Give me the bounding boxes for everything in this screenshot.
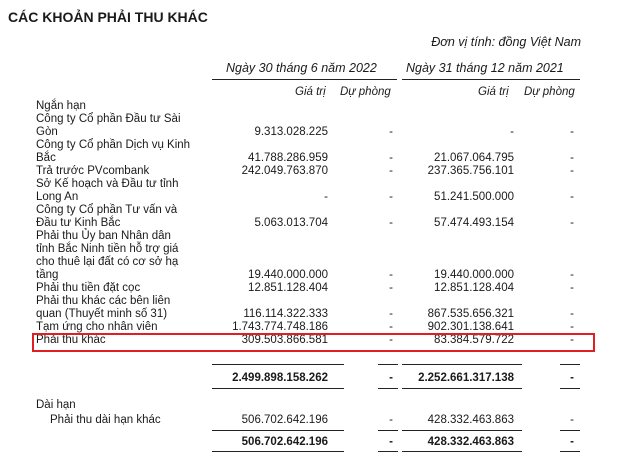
lt-row-0-value-2022: 506.702.642.196: [241, 414, 328, 426]
lt-total-underline-2022: [212, 451, 344, 452]
row-1-provision-2022: -: [389, 152, 393, 164]
row-label: Phải thu khác: [36, 334, 106, 346]
row-5-value-2021: 19.440.000.000: [434, 269, 514, 281]
period-header-2021: Ngày 31 tháng 12 năm 2021: [406, 61, 564, 75]
col-provision-2022: Dự phòng: [340, 86, 391, 98]
lt-total-underline-prov-2022: [378, 451, 398, 452]
page-title: CÁC KHOẢN PHẢI THU KHÁC: [8, 9, 208, 25]
row-label: Công ty Cổ phần Tư vấn và: [36, 204, 178, 216]
col-value-2022: Giá trị: [295, 86, 326, 98]
row-1-value-2021: 21.067.064.795: [434, 152, 514, 164]
row-0-provision-2021: -: [570, 126, 574, 138]
row-label: Phải thu Ủy ban Nhân dân: [36, 230, 171, 242]
row-0-value-2021: -: [510, 126, 514, 138]
row-4-provision-2021: -: [570, 217, 574, 229]
lt-subtotal-line-prov-2022: [378, 430, 398, 431]
col-value-2021: Giá trị: [478, 86, 509, 98]
period-header-2022: Ngày 30 tháng 6 năm 2022: [226, 61, 377, 75]
row-2-provision-2022: -: [389, 165, 393, 177]
lt-row-0-provision-2021: -: [570, 414, 574, 426]
row-label: Long An: [36, 191, 79, 203]
total-short-term-provision-2021: -: [570, 372, 574, 384]
highlight-box: [32, 333, 595, 352]
total-short-term-value-2022: 2.499.898.158.262: [232, 372, 328, 384]
total-underline-2022: [212, 388, 344, 389]
total-long-term-provision-2022: -: [389, 436, 393, 448]
lt-subtotal-line-prov-2021: [560, 430, 580, 431]
row-7-provision-2022: -: [389, 308, 393, 320]
row-label: Sở Kế hoạch và Đầu tư tỉnh: [36, 178, 179, 190]
row-label: Phải thu tiền đặt cọc: [36, 282, 141, 294]
row-2-value-2021: 237.365.756.101: [427, 165, 514, 177]
row-label: quan (Thuyết minh số 31): [36, 308, 168, 320]
total-underline-2021: [402, 388, 522, 389]
lt-subtotal-line-2021: [402, 430, 522, 431]
row-5-provision-2021: -: [570, 269, 574, 281]
row-3-provision-2022: -: [389, 191, 393, 203]
row-8-provision-2021: -: [570, 321, 574, 333]
row-label: Tạm ứng cho nhân viên: [36, 321, 158, 333]
total-short-term-provision-2022: -: [389, 372, 393, 384]
row-9-value-2021: 83.384.579.722: [434, 334, 514, 346]
row-label: Công ty Cổ phần Dịch vụ Kinh: [36, 139, 191, 151]
total-long-term-provision-2021: -: [570, 436, 574, 448]
row-5-provision-2022: -: [389, 269, 393, 281]
row-label: Trả trước PVcombank: [36, 165, 150, 177]
row-9-value-2022: 309.503.866.581: [241, 334, 328, 346]
row-label: Gòn: [36, 126, 58, 138]
lt-row-0-value-2021: 428.332.463.863: [427, 414, 514, 426]
row-5-value-2022: 19.440.000.000: [248, 269, 328, 281]
lt-subtotal-line-2022: [212, 430, 344, 431]
total-long-term-value-2022: 506.702.642.196: [241, 436, 328, 448]
total-long-term-value-2021: 428.332.463.863: [427, 436, 514, 448]
row-1-value-2022: 41.788.286.959: [248, 152, 328, 164]
row-4-value-2022: 5.063.013.704: [254, 217, 328, 229]
row-8-provision-2022: -: [389, 321, 393, 333]
currency-unit: Đơn vị tính: đồng Việt Nam: [431, 35, 581, 49]
period-underline-2022: [212, 79, 397, 80]
col-provision-2021: Dự phòng: [524, 86, 575, 98]
row-3-value-2021: 51.241.500.000: [434, 191, 514, 203]
row-6-provision-2021: -: [570, 282, 574, 294]
row-7-value-2022: 116.114.322.333: [243, 308, 328, 320]
lt-row-0-provision-2022: -: [389, 414, 393, 426]
subtotal-line-2021: [402, 364, 522, 365]
row-1-provision-2021: -: [570, 152, 574, 164]
total-underline-prov-2022: [378, 388, 398, 389]
row-label: Bắc: [36, 152, 56, 164]
row-7-value-2021: 867.535.656.321: [427, 308, 514, 320]
row-4-value-2021: 57.474.493.154: [434, 217, 514, 229]
row-3-provision-2021: -: [570, 191, 574, 203]
row-label: Phải thu khác các bên liên: [36, 295, 171, 307]
row-2-value-2022: 242.049.763.870: [241, 165, 328, 177]
row-6-provision-2022: -: [389, 282, 393, 294]
subtotal-line-prov-2022: [378, 364, 398, 365]
lt-total-underline-prov-2021: [560, 451, 580, 452]
row-label: cho thuê lại đất có cơ sở hạ: [36, 256, 179, 268]
subtotal-line-2022: [212, 364, 344, 365]
section-short-term: Ngắn hạn: [36, 100, 86, 112]
total-short-term-value-2021: 2.252.661.317.138: [418, 372, 514, 384]
row-label: tỉnh Bắc Ninh tiền hỗ trợ giá: [36, 243, 179, 255]
row-label: Công ty Cổ phần Đầu tư Sài: [36, 113, 181, 125]
row-9-provision-2022: -: [389, 334, 393, 346]
section-long-term: Dài hạn: [36, 399, 76, 411]
row-8-value-2021: 902.301.138.641: [427, 321, 514, 333]
row-label: tầng: [36, 269, 59, 281]
total-underline-prov-2021: [560, 388, 580, 389]
row-label: Phải thu dài hạn khác: [50, 414, 161, 426]
row-9-provision-2021: -: [570, 334, 574, 346]
row-7-provision-2021: -: [570, 308, 574, 320]
row-label: Đầu tư Kinh Bắc: [36, 217, 121, 229]
row-2-provision-2021: -: [570, 165, 574, 177]
row-3-value-2022: -: [324, 191, 328, 203]
row-8-value-2022: 1.743.774.748.186: [232, 321, 328, 333]
row-0-value-2022: 9.313.028.225: [254, 126, 328, 138]
lt-total-underline-2021: [402, 451, 522, 452]
row-4-provision-2022: -: [389, 217, 393, 229]
row-6-value-2021: 12.851.128.404: [434, 282, 514, 294]
period-underline-2021: [402, 79, 580, 80]
row-6-value-2022: 12.851.128.404: [248, 282, 328, 294]
subtotal-line-prov-2021: [560, 364, 580, 365]
row-0-provision-2022: -: [389, 126, 393, 138]
